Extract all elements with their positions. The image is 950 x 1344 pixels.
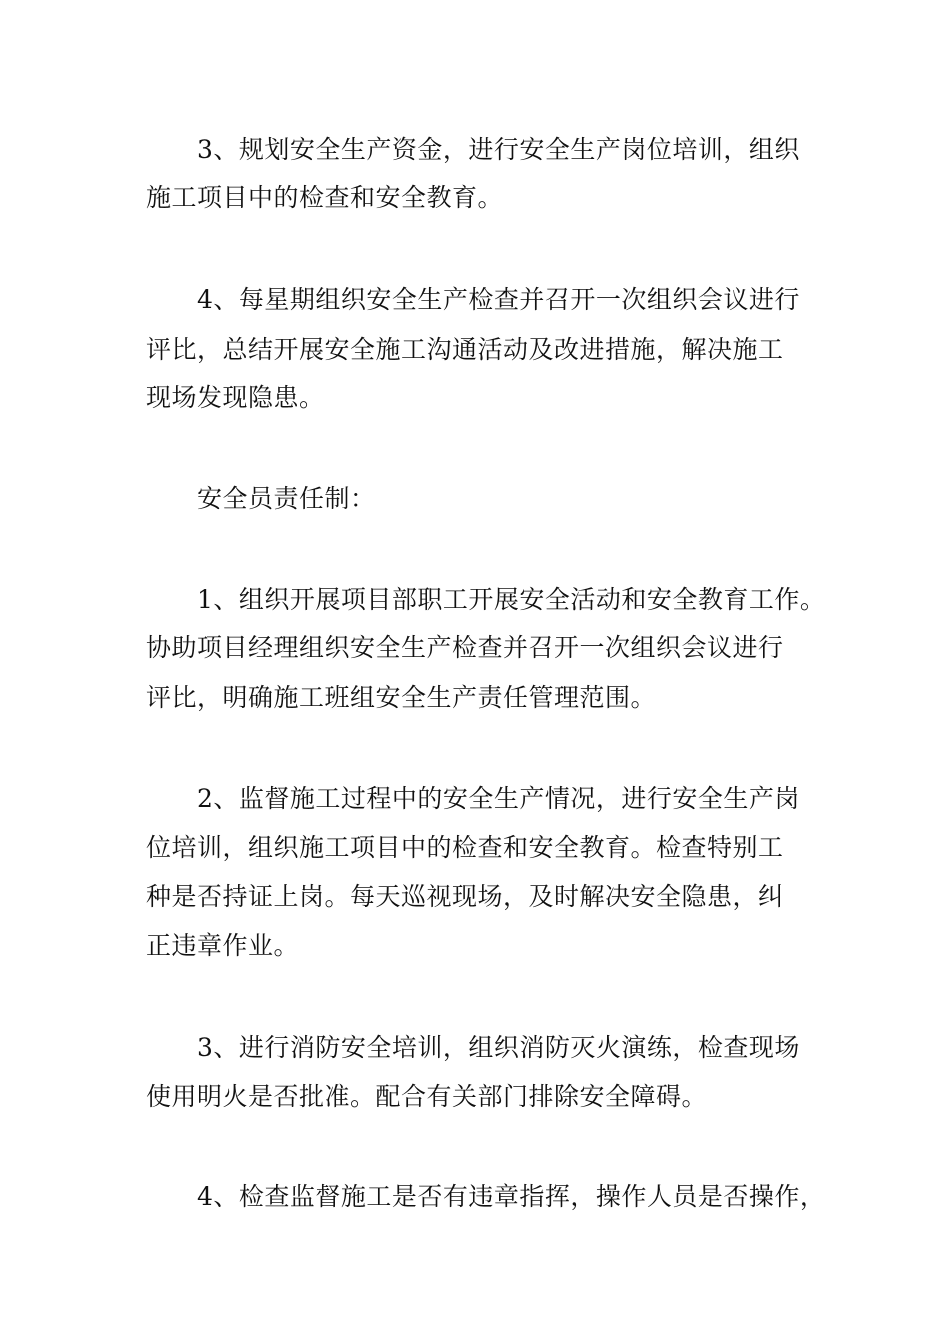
text-line: 评比，明确施工班组安全生产责任管理范围。 — [146, 683, 657, 712]
text-line: 使用明火是否批准。配合有关部门排除安全障碍。 — [146, 1082, 708, 1111]
section-heading: 安全员责任制： — [197, 484, 376, 513]
text-line: 1、组织开展项目部职工开展安全活动和安全教育工作。 — [197, 585, 826, 614]
text-line: 施工项目中的检查和安全教育。 — [146, 183, 504, 212]
text-line: 3、进行消防安全培训，组织消防灭火演练，检查现场 — [197, 1033, 800, 1062]
text-line: 2、监督施工过程中的安全生产情况，进行安全生产岗 — [197, 784, 800, 813]
text-line: 协助项目经理组织安全生产检查并召开一次组织会议进行 — [146, 633, 784, 662]
text-line: 4、每星期组织安全生产检查并召开一次组织会议进行 — [197, 285, 800, 314]
text-line: 现场发现隐患。 — [146, 383, 325, 412]
text-line: 位培训，组织施工项目中的检查和安全教育。检查特别工 — [146, 833, 784, 862]
text-line: 4、检查监督施工是否有违章指挥，操作人员是否操作， — [197, 1182, 826, 1211]
text-line: 正违章作业。 — [146, 931, 300, 960]
text-line: 3、规划安全生产资金，进行安全生产岗位培训，组织 — [197, 135, 800, 164]
text-line: 种是否持证上岗。每天巡视现场，及时解决安全隐患，纠 — [146, 882, 784, 911]
text-line: 评比，总结开展安全施工沟通活动及改进措施，解决施工 — [146, 335, 784, 364]
